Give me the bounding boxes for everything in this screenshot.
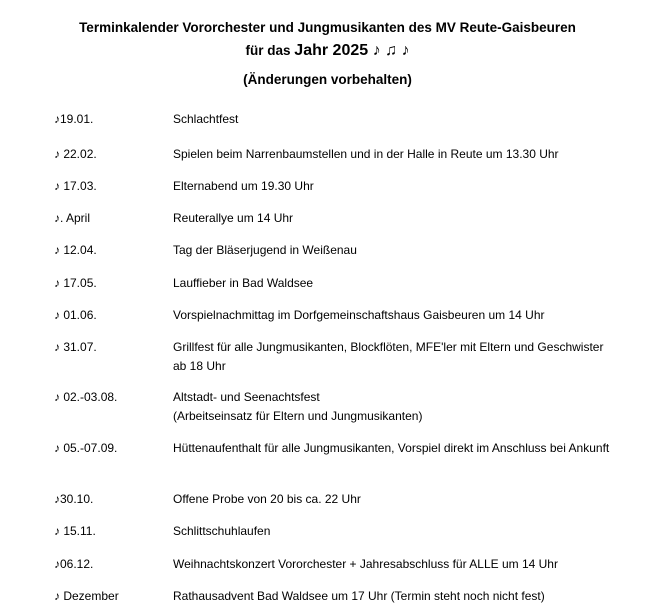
event-description: Reuterallye um 14 Uhr	[173, 211, 294, 225]
event-description: Rathausadvent Bad Waldsee um 17 Uhr (Termin steht noch nicht fest)	[173, 589, 545, 603]
event-description: Tag der Bläserjugend in Weißenau	[173, 243, 357, 257]
event-description: Lauffieber in Bad Waldsee	[173, 276, 314, 290]
event-date: ♪19.01.	[54, 112, 94, 126]
event-date: ♪ Dezember	[54, 589, 119, 603]
event-description: Grillfest für alle Jungmusikanten, Blockflöten, MFE'ler mit Eltern und Geschwister ab 18 Uhr	[173, 340, 604, 373]
music-notes-icon: ♪ ♫ ♪	[368, 42, 410, 59]
event-note: (Arbeitseinsatz für Eltern und Jungmusikanten)	[173, 409, 423, 423]
event-date: ♪06.12.	[54, 557, 94, 571]
event-date: ♪ 05.-07.09.	[54, 441, 118, 455]
changes-reserved-note: (Änderungen vorbehalten)	[243, 72, 412, 87]
event-description	[173, 388, 613, 426]
event-date: ♪ 17.05.	[54, 276, 97, 290]
event-description: Hüttenaufenthalt für alle Jungmusikanten, Vorspiel direkt im Anschluss bei Ankunft	[173, 441, 610, 455]
event-description: Spielen beim Narrenbaumstellen und in der Halle in Reute um 13.30 Uhr	[173, 147, 559, 161]
event-title: Altstadt- und Seenachtsfest	[173, 390, 320, 404]
event-date: ♪ 17.03.	[54, 179, 97, 193]
document-title: Terminkalender Vororchester und Jungmusikanten des MV Reute-Gaisbeuren	[79, 20, 576, 35]
event-date: ♪ 31.07.	[54, 340, 97, 354]
event-date: ♪ 02.-03.08.	[54, 390, 118, 404]
subtitle-prefix: für das	[245, 43, 291, 58]
event-description: Elternabend um 19.30 Uhr	[173, 179, 314, 193]
event-description: Weihnachtskonzert Vororchester + Jahresabschluss für ALLE um 14 Uhr	[173, 557, 558, 571]
event-description: Offene Probe von 20 bis ca. 22 Uhr	[173, 492, 361, 506]
event-date: ♪ 15.11.	[54, 524, 96, 538]
event-date: ♪30.10.	[54, 492, 94, 506]
document-subtitle	[0, 42, 655, 60]
event-date: ♪. April	[54, 211, 91, 225]
event-date: ♪ 01.06.	[54, 308, 97, 322]
subtitle-year: Jahr 2025	[294, 42, 369, 59]
event-description: Schlittschuhlaufen	[173, 524, 271, 538]
event-date: ♪ 22.02.	[54, 147, 97, 161]
event-date: ♪ 12.04.	[54, 243, 97, 257]
event-description: Vorspielnachmittag im Dorfgemeinschaftshaus Gaisbeuren um 14 Uhr	[173, 308, 545, 322]
event-description: Schlachtfest	[173, 112, 239, 126]
